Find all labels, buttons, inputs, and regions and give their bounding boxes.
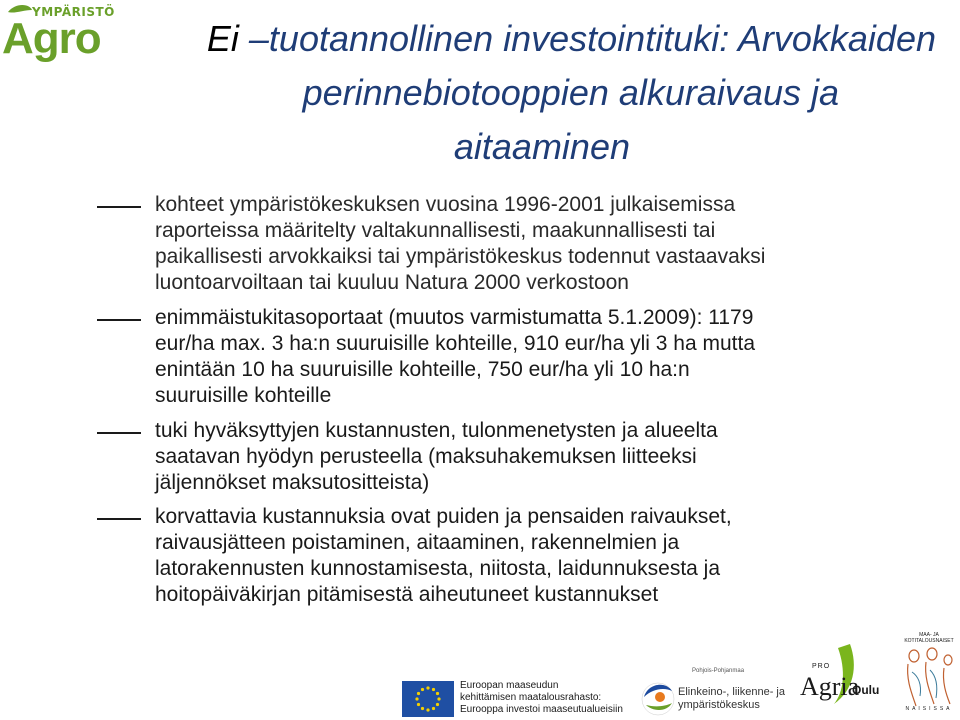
title-line-1 (40, 12, 950, 66)
dash-bullet-icon (97, 518, 141, 520)
title-highlight: Ei (206, 18, 239, 59)
bullet-text: kohteet ympäristökeskuksen vuosina 1996-2001 julkaisemissa raporteissa määritelty valtakunnallisesti, maakunnallisesti tai paikallisesti arvokkaiksi tai ympäristökeskus todennut vastaavaksi luontoarvoiltaan tai kuuluu Natura 2000 verkostoon (155, 193, 766, 294)
logo-large-text: Agro (2, 14, 101, 63)
dash-bullet-icon (97, 319, 141, 321)
rural-women-bottom-text: NAISISSA (905, 706, 953, 712)
eu-stars-icon (402, 681, 454, 717)
title-line-3: aitaaminen (453, 126, 630, 167)
title-line-2: perinnebiotooppien alkuraivaus ja (302, 72, 839, 113)
title-line-1-rest: –tuotannollinen investointituki: Arvokkaiden (238, 18, 936, 59)
dash-bullet-icon (97, 206, 141, 208)
ely-centre-label: Elinkeino-, liikenne- ja ympäristökeskus (678, 686, 785, 711)
eu-fund-label: Euroopan maaseudun kehittämisen maatalousrahasto: Eurooppa investoi maaseutualueisiin (460, 680, 623, 715)
ely-region-text: Pohjois-Pohjanmaa (692, 668, 745, 674)
proagria-pro-text: PRO (812, 663, 831, 670)
proagria-city-text: Oulu (852, 683, 880, 697)
eu-flag-icon (402, 681, 454, 717)
dash-bullet-icon (97, 432, 141, 434)
bullet-text: enimmäistukitasoportaat (muutos varmistumatta 5.1.2009): 1179 eur/ha max. 3 ha:n suuruisille kohteille, 910 eur/ha yli 3 ha mutta enintään 10 ha suuruisille kohteille, 750 eur/ha yli 10 ha:n suuruisille kohteille (155, 306, 756, 407)
bullet-text: tuki hyväksyttyjen kustannusten, tulonmenetysten ja alueelta saatavan hyödyn perusteella (maksuhakemuksen liitteeksi jäljennökset maksutositteista) (155, 419, 718, 494)
eu-fund-text (460, 680, 623, 716)
proagria-brand-text: Agria (800, 672, 860, 701)
bullet-text: korvattavia kustannuksia ovat puiden ja pensaiden raivaukset, raivausjätteen poistaminen, aitaaminen, rakennelmien ja latorakennusten kunnostamisesta, niitosta, laidunnuksesta ja hoitopäiväkirjan pitämisestä aiheutuneet kustannukset (155, 505, 732, 606)
ely-centre-text (678, 686, 785, 712)
rural-women-top-text: MAA- JA KOTITALOUSNAISET (904, 632, 954, 644)
logo-small-text: YMPÄRISTÖ (32, 5, 115, 19)
slide-title (40, 12, 950, 174)
